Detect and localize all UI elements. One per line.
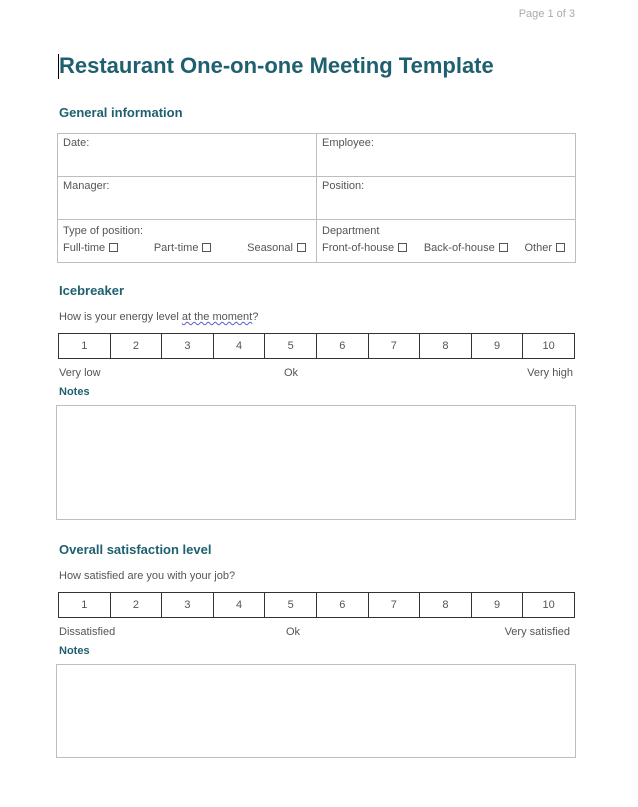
general-info-table	[57, 133, 576, 263]
notes-label: Notes	[59, 386, 90, 398]
scale-cell[interactable]: 3	[162, 593, 214, 618]
scale-cell[interactable]: 9	[471, 593, 523, 618]
notes-label: Notes	[59, 645, 90, 657]
scale-low-label: Dissatisfied	[59, 626, 116, 638]
document-title[interactable]: Restaurant One-on-one Meeting Template	[59, 53, 494, 78]
position-cell[interactable]	[317, 177, 576, 220]
scale-cell[interactable]: 2	[110, 593, 162, 618]
scale-cell[interactable]: 6	[316, 334, 368, 359]
scale-cell[interactable]: 1	[59, 334, 111, 359]
satisfaction-notes-box[interactable]	[56, 664, 576, 758]
scale-cell[interactable]: 5	[265, 334, 317, 359]
option-seasonal[interactable]: Seasonal	[247, 242, 306, 254]
scale-cell[interactable]: 1	[59, 593, 111, 618]
scale-high-label: Very satisfied	[504, 626, 570, 638]
scale-cell[interactable]: 5	[265, 593, 317, 618]
scale-cell[interactable]: 4	[213, 334, 265, 359]
scale-high-label: Very high	[527, 367, 573, 379]
department-label: Department	[322, 225, 380, 237]
checkbox-icon[interactable]	[398, 243, 407, 252]
option-front-of-house[interactable]: Front-of-house	[322, 242, 407, 254]
scale-cell[interactable]: 6	[316, 593, 368, 618]
date-cell[interactable]	[58, 134, 317, 177]
scale-low-label: Very low	[59, 367, 101, 379]
icebreaker-heading[interactable]: Icebreaker	[59, 283, 125, 298]
energy-scale-table	[58, 333, 575, 359]
department-cell	[317, 220, 576, 263]
satisfaction-scale-table	[58, 592, 575, 618]
scale-cell[interactable]: 8	[420, 593, 472, 618]
checkbox-icon[interactable]	[297, 243, 306, 252]
checkbox-icon[interactable]	[499, 243, 508, 252]
satisfaction-question[interactable]: How satisfied are you with your job?	[59, 570, 236, 582]
checkbox-icon[interactable]	[109, 243, 118, 252]
manager-label: Manager:	[63, 180, 110, 192]
date-label: Date:	[63, 137, 90, 149]
option-full-time[interactable]: Full-time	[63, 242, 118, 254]
option-back-of-house[interactable]: Back-of-house	[424, 242, 508, 254]
scale-cell[interactable]: 7	[368, 334, 420, 359]
position-label: Position:	[322, 180, 365, 192]
manager-cell[interactable]	[58, 177, 317, 220]
type-of-position-label: Type of position:	[63, 225, 144, 237]
scale-cell[interactable]: 3	[162, 334, 214, 359]
general-info-heading[interactable]: General information	[59, 105, 183, 120]
option-part-time[interactable]: Part-time	[154, 242, 212, 254]
scale-cell[interactable]: 10	[523, 334, 575, 359]
scale-cell[interactable]: 8	[420, 334, 472, 359]
scale-cell[interactable]: 2	[110, 334, 162, 359]
scale-mid-label: Ok	[286, 626, 301, 638]
page-indicator: Page 1 of 3	[518, 8, 575, 20]
scale-cell[interactable]: 9	[471, 334, 523, 359]
spellcheck-underline[interactable]: at the moment	[181, 311, 253, 323]
type-of-position-cell	[58, 220, 317, 263]
employee-cell[interactable]	[317, 134, 576, 177]
icebreaker-notes-box[interactable]	[56, 405, 576, 520]
employee-label: Employee:	[322, 137, 374, 149]
scale-mid-label: Ok	[284, 367, 299, 379]
checkbox-icon[interactable]	[556, 243, 565, 252]
option-other[interactable]: Other	[524, 242, 565, 254]
energy-question[interactable]: How is your energy level at the moment?	[59, 311, 259, 323]
scale-cell[interactable]: 10	[523, 593, 575, 618]
scale-cell[interactable]: 4	[213, 593, 265, 618]
scale-cell[interactable]: 7	[368, 593, 420, 618]
satisfaction-heading[interactable]: Overall satisfaction level	[59, 542, 212, 557]
checkbox-icon[interactable]	[202, 243, 211, 252]
